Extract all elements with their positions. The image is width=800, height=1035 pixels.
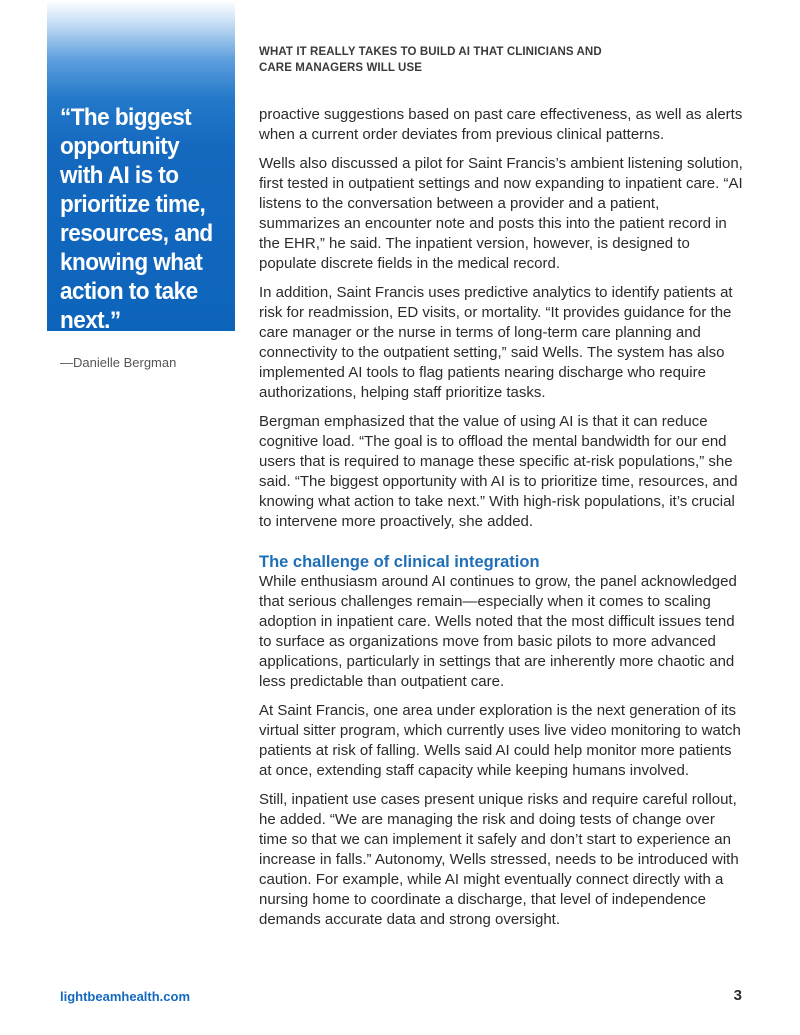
page-header xyxy=(259,44,679,76)
page-number: 3 xyxy=(733,987,742,1004)
header-title-line-1: WHAT IT REALLY TAKES TO BUILD AI THAT CLINICIANS AND xyxy=(259,46,602,58)
body-paragraph: At Saint Francis, one area under exploration is the next generation of its virtual sitter program, which currently uses live video monitoring to watch patients at risk of falling. Wells said AI could help monitor more patients at once, extending staff capacity while keeping humans involved. xyxy=(259,702,741,779)
body-paragraph: Still, inpatient use cases present unique risks and require careful rollout, he added. “We are managing the risk and doing tests of change over time so that we can implement it safely and don’t start to experience an increase in falls.” Autonomy, Wells stressed, needs to be introduced with caution. For example, while AI might eventually connect directly with a nursing home to coordinate a discharge, that level of independence demands accurate data and strong oversight. xyxy=(259,791,739,928)
pull-quote-attribution: —Danielle Bergman xyxy=(60,355,177,370)
pull-quote-panel xyxy=(47,0,235,334)
body-paragraph: While enthusiasm around AI continues to grow, the panel acknowledged that serious challenges remain—especially when it comes to scaling adoption in inpatient care. Wells noted that the most difficult issues tend to surface as organizations move from basic pilots to more advanced applications, particularly in settings that are inherently more chaotic and less predictable than outpatient care. xyxy=(259,573,737,690)
body-paragraph: proactive suggestions based on past care effectiveness, as well as alerts when a current order deviates from previous clinical patterns. xyxy=(259,106,743,143)
body-paragraph: Bergman emphasized that the value of using AI is that it can reduce cognitive load. “The goal is to offload the mental bandwidth for our end users that is required to manage these specific at-risk populations,” she said. “The biggest opportunity with AI is to prioritize time, resources, and knowing what action to take next.” With high-risk populations, it’s crucial to intervene more proactively, she added. xyxy=(259,413,738,530)
pull-quote-text: “The biggest opportunity with AI is to prioritize time, resources, and knowing what action to take next.” xyxy=(60,104,213,334)
article-body xyxy=(259,105,744,939)
website-link[interactable]: lightbeamhealth.com xyxy=(60,989,191,1004)
body-paragraph: Wells also discussed a pilot for Saint Francis’s ambient listening solution, first tested in outpatient settings and now expanding to inpatient care. “AI listens to the conversation between a provider and a patient, summarizes an encounter note and posts this into the patient record in the EHR,” he said. The inpatient version, however, is designed to populate discrete fields in the medical record. xyxy=(259,155,743,272)
header-title-line-2: CARE MANAGERS WILL USE xyxy=(259,62,422,74)
section-heading: The challenge of clinical integration xyxy=(259,553,540,571)
body-paragraph: In addition, Saint Francis uses predictive analytics to identify patients at risk for readmission, ED visits, or mortality. “It provides guidance for the care manager or the nurse in terms of long-term care planning and connectivity to the outpatient setting,” said Wells. The system has also implemented AI tools to flag patients nearing discharge who require authorizations, helping staff prioritize tasks. xyxy=(259,284,733,401)
